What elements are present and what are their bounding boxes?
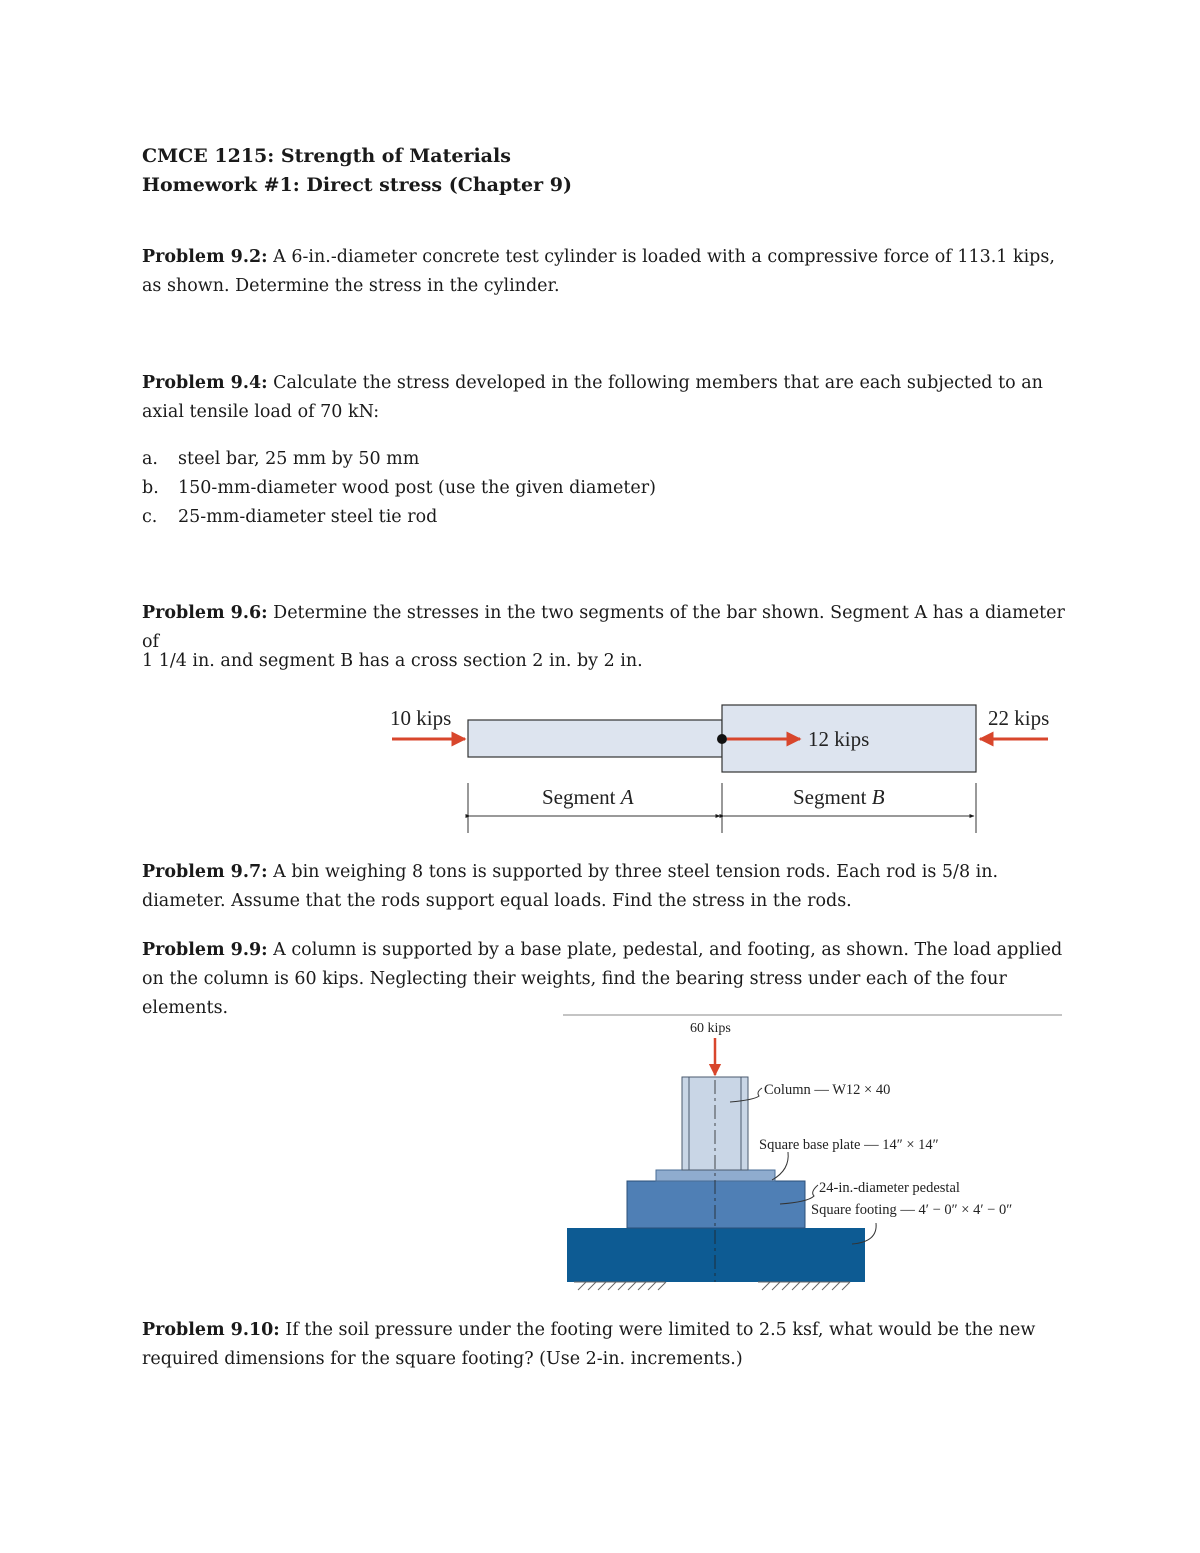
list-item [142, 449, 419, 469]
list-item [142, 507, 437, 527]
pedestal [627, 1181, 805, 1228]
segment-a-label: Segment A [542, 785, 634, 809]
problem-9-2 [142, 243, 1062, 301]
load-label: 60 kips [690, 1021, 731, 1036]
problem-label: Problem 9.9: [142, 940, 268, 960]
problem-label: Problem 9.7: [142, 862, 268, 882]
list-text: steel bar, 25 mm by 50 mm [178, 449, 420, 469]
problem-label: Problem 9.4: [142, 373, 268, 393]
pedestal-label: 24-in.-diameter pedestal [819, 1180, 960, 1196]
problem-text: Calculate the stress developed in the following members that are each subjected to an axial tensile load of 70 kN: [142, 373, 1043, 422]
footing-figure [560, 1010, 1070, 1295]
problem-label: Problem 9.2: [142, 247, 268, 267]
right-load-label: 22 kips [988, 706, 1050, 730]
course-title: CMCE 1215: Strength of Materials [142, 145, 511, 167]
problem-text: A 6-in.-diameter concrete test cylinder is loaded with a compressive force of 113.1 kips, as shown. Determine the stress in the cylinder. [142, 247, 1055, 296]
square-footing [567, 1228, 865, 1282]
list-marker: c. [142, 507, 158, 527]
list-marker: b. [142, 478, 159, 498]
problem-9-6-line2: 1 1/4 in. and segment B has a cross section 2 in. by 2 in. [142, 651, 643, 671]
joint-point [717, 734, 727, 744]
segment-b-label: Segment B [793, 785, 885, 809]
mid-load-label: 12 kips [808, 727, 870, 751]
base-plate-label: Square base plate — 14″ × 14″ [759, 1137, 939, 1153]
list-item [142, 478, 656, 498]
bar-figure [380, 695, 1080, 840]
problem-label: Problem 9.10: [142, 1320, 280, 1340]
list-marker: a. [142, 449, 158, 469]
segment-a-bar [468, 720, 722, 757]
list-text: 25-mm-diameter steel tie rod [178, 507, 438, 527]
homework-title: Homework #1: Direct stress (Chapter 9) [142, 174, 572, 196]
column-label: Column — W12 × 40 [764, 1082, 891, 1098]
problem-text: Determine the stresses in the two segments of the bar shown. Segment A has a diameter of [142, 603, 1065, 652]
left-load-label: 10 kips [390, 706, 452, 730]
problem-text: A column is supported by a base plate, pedestal, and footing, as shown. The load applied on the column is 60 kips. Neglecting their weights, find the bearing stress under each of the four elements. [142, 940, 1063, 1018]
problem-9-7 [142, 858, 1067, 916]
base-plate [656, 1170, 775, 1181]
problem-text: If the soil pressure under the footing were limited to 2.5 ksf, what would be the new required dimensions for the square footing? (Use 2-in. increments.) [142, 1320, 1036, 1369]
problem-9-4 [142, 369, 1062, 427]
problem-9-10 [142, 1316, 1067, 1374]
problem-text: A bin weighing 8 tons is supported by three steel tension rods. Each rod is 5/8 in. diameter. Assume that the rods support equal loads. Find the stress in the rods. [142, 862, 999, 911]
problem-label: Problem 9.6: [142, 603, 268, 623]
footing-label: Square footing — 4′ − 0″ × 4′ − 0″ [811, 1202, 1013, 1218]
list-text: 150-mm-diameter wood post (use the given diameter) [178, 478, 656, 498]
ground-hatch [574, 1282, 850, 1290]
